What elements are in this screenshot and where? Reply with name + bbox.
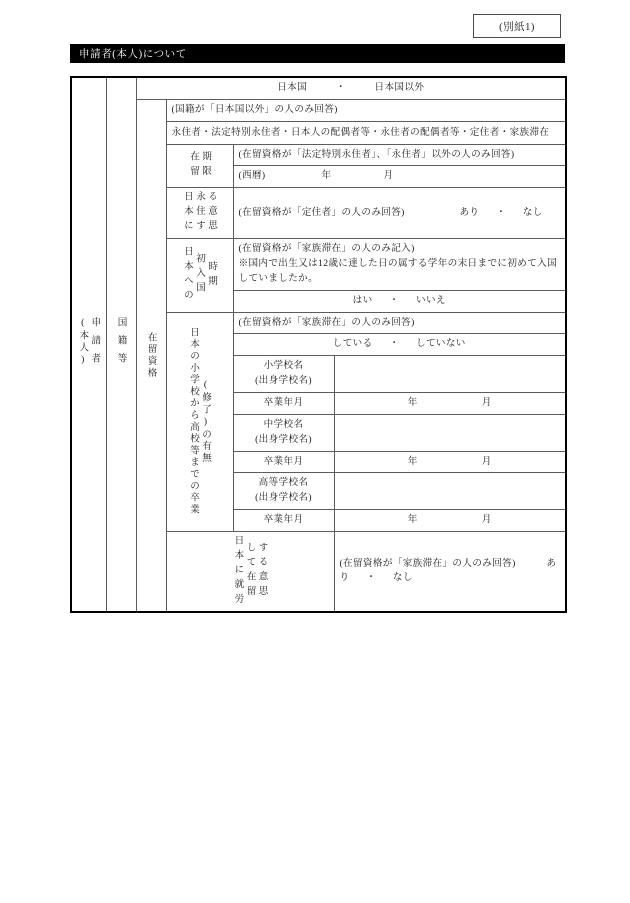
label-intent-permanent-col-1: 永住す <box>194 191 206 236</box>
section-title: 申請者(本人)について <box>79 49 187 60</box>
cell-first-entry-answer[interactable] <box>233 290 566 312</box>
work-intent-note: (在留資格が「家族滞在」の人のみ回答) <box>339 557 516 569</box>
permanent-intent-option-yes[interactable]: あり <box>459 206 480 218</box>
input-highschool-school-name[interactable] <box>334 473 566 510</box>
label-juniorhigh-school-name <box>233 414 334 451</box>
highschool-name-label-line2: (出身学校名) <box>255 492 312 504</box>
annex-label-text: (別紙1) <box>499 21 535 33</box>
cell-status-list[interactable]: 永住者・法定特別永住者・日本人の配偶者等・永住者の配偶者等・定住者・家族滞在 <box>166 121 566 144</box>
school-option-no[interactable]: していない <box>416 338 466 350</box>
cell-nationality-options[interactable] <box>136 77 566 99</box>
label-residence-status <box>136 99 166 612</box>
highschool-name-label-line1: 高等学校名 <box>258 477 309 489</box>
label-nationality <box>106 77 136 612</box>
label-elementary-school-name <box>233 356 334 393</box>
juniorhigh-grad-month-label: 月 <box>481 455 492 467</box>
permanent-intent-separator: ・ <box>496 206 507 218</box>
period-year-label: 年 <box>321 170 332 182</box>
label-first-entry-col-0: 時期 <box>206 260 218 290</box>
table-row-nationality <box>71 77 566 99</box>
label-first-entry <box>166 239 233 312</box>
cell-period-entry[interactable] <box>233 166 566 188</box>
label-applicant-self <box>71 77 106 612</box>
juniorhigh-name-label-line2: (出身学校名) <box>255 433 312 445</box>
cell-work-intent[interactable] <box>334 531 566 612</box>
cell-first-entry-note <box>233 239 566 291</box>
cell-permanent-intent[interactable] <box>233 188 566 239</box>
highschool-grad-year-label: 年 <box>407 514 418 526</box>
highschool-grad-month-label: 月 <box>481 514 492 526</box>
label-applicant-self-col-1: (本人) <box>77 317 89 368</box>
input-elementary-graduation-date[interactable] <box>334 392 566 414</box>
nationality-option-separator: ・ <box>335 82 346 93</box>
applicant-form-table <box>70 76 567 613</box>
label-juniorhigh-graduation: 卒業年月 <box>233 451 334 473</box>
input-elementary-school-name[interactable] <box>334 356 566 393</box>
label-highschool-graduation: 卒業年月 <box>233 510 334 532</box>
permanent-intent-spacer <box>407 207 459 218</box>
permanent-intent-note: (在留資格が「定住者」の人のみ回答) <box>238 206 405 218</box>
first-entry-separator: ・ <box>389 294 400 306</box>
work-intent-separator: ・ <box>366 572 377 584</box>
table-row-status-note <box>71 99 566 121</box>
label-nationality-text: 国籍等 <box>115 317 127 372</box>
label-school-graduation <box>166 312 233 531</box>
elementary-name-label-line1: 小学校名 <box>263 360 304 372</box>
school-separator: ・ <box>389 338 400 350</box>
label-residence-status-text: 在留資格 <box>145 331 157 380</box>
input-juniorhigh-graduation-date[interactable] <box>334 451 566 473</box>
nationality-option-japan[interactable]: 日本国 <box>277 82 308 93</box>
input-juniorhigh-school-name[interactable] <box>334 414 566 451</box>
label-school-graduation-col-0: (修了)の有無 <box>200 379 212 465</box>
first-entry-note-line1: (在留資格が「家族滞在」の人のみ記入) <box>238 243 415 255</box>
label-intent-work-col-0: する意思 <box>256 542 268 601</box>
label-intent-permanent-col-0: る意思 <box>206 191 218 236</box>
first-entry-option-no[interactable]: いいえ <box>416 294 446 306</box>
period-month-label: 月 <box>383 170 394 182</box>
cell-school-answer[interactable] <box>233 334 566 356</box>
label-first-entry-col-1: 初入国 <box>194 253 206 298</box>
label-intent-work <box>166 531 334 612</box>
label-residence-period <box>166 144 233 188</box>
label-intent-permanent-col-2: 日本に <box>181 191 193 236</box>
work-intent-option-no[interactable]: なし <box>392 572 413 584</box>
juniorhigh-name-label-line1: 中学校名 <box>263 418 304 430</box>
annex-label-box <box>473 14 561 38</box>
school-option-yes[interactable]: している <box>332 338 373 350</box>
cell-period-note: (在留資格が「法定特別永住者」、「永住者」以外の人のみ回答) <box>233 144 566 166</box>
label-intent-work-col-1: して在留 <box>244 542 256 601</box>
label-residence-period-col-1: 在留 <box>188 151 199 181</box>
label-school-graduation-col-1: 日本の小学校から高校等までの卒業 <box>188 327 199 517</box>
elementary-name-label-line2: (出身学校名) <box>255 375 312 387</box>
first-entry-note-line2: ※国内で出生又は12歳に達した日の属する学年の末日までに初めて入国していましたか。 <box>238 257 558 284</box>
permanent-intent-option-no[interactable]: なし <box>522 206 543 218</box>
label-highschool-school-name <box>233 473 334 510</box>
cell-school-note: (在留資格が「家族滞在」の人のみ回答) <box>233 312 566 334</box>
section-header-bar <box>70 44 565 63</box>
elementary-grad-month-label: 月 <box>481 396 492 408</box>
work-intent-option-yes[interactable]: あり <box>339 557 557 584</box>
period-calendar-label: (西暦) <box>238 170 266 182</box>
label-first-entry-col-2: 日本への <box>181 246 193 305</box>
label-elementary-graduation: 卒業年月 <box>233 392 334 414</box>
cell-status-note: (国籍が「日本国以外」の人のみ回答) <box>166 99 566 121</box>
label-intent-permanent <box>166 188 233 239</box>
label-intent-work-col-2: 日本に就労 <box>232 534 244 608</box>
nationality-option-other[interactable]: 日本国以外 <box>374 82 425 93</box>
label-residence-period-col-0: 期限 <box>200 151 212 181</box>
input-highschool-graduation-date[interactable] <box>334 510 566 532</box>
label-applicant-self-col-0: 申請者 <box>89 317 101 372</box>
elementary-grad-year-label: 年 <box>407 396 418 408</box>
juniorhigh-grad-year-label: 年 <box>407 455 418 467</box>
first-entry-option-yes[interactable]: はい <box>352 294 373 306</box>
work-intent-spacer <box>518 558 546 569</box>
